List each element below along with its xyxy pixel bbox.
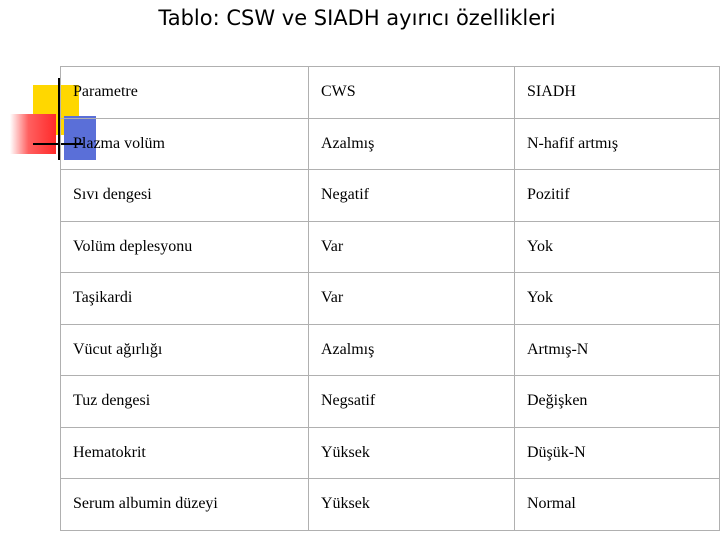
table-cell-siadh: N-hafif artmış	[515, 118, 720, 170]
slide-title: Tablo: CSW ve SIADH ayırıcı özellikleri	[158, 6, 556, 30]
table-row	[61, 221, 720, 273]
table-cell-cws: CWS	[309, 67, 515, 119]
table-cell-parameter: Tuz dengesi	[61, 376, 309, 428]
table-cell-parameter: Vücut ağırlığı	[61, 324, 309, 376]
table-cell-siadh: Düşük-N	[515, 427, 720, 479]
table-cell-siadh: Normal	[515, 479, 720, 531]
table-cell-parameter: Parametre	[61, 67, 309, 119]
table-cell-cws: Azalmış	[309, 324, 515, 376]
table-cell-siadh: Yok	[515, 273, 720, 325]
table-cell-siadh: SIADH	[515, 67, 720, 119]
table-cell-cws: Yüksek	[309, 427, 515, 479]
table-row	[61, 170, 720, 222]
table-cell-cws: Var	[309, 273, 515, 325]
table-cell-parameter: Sıvı dengesi	[61, 170, 309, 222]
table-row	[61, 376, 720, 428]
table-cell-siadh: Artmış-N	[515, 324, 720, 376]
table-cell-cws: Var	[309, 221, 515, 273]
table-row	[61, 118, 720, 170]
table-row	[61, 67, 720, 119]
table-row	[61, 427, 720, 479]
table-cell-parameter: Taşikardi	[61, 273, 309, 325]
table-cell-cws: Negatif	[309, 170, 515, 222]
table-cell-siadh: Pozitif	[515, 170, 720, 222]
table-cell-cws: Azalmış	[309, 118, 515, 170]
table-cell-cws: Yüksek	[309, 479, 515, 531]
table-row	[61, 479, 720, 531]
table-cell-parameter: Volüm deplesyonu	[61, 221, 309, 273]
table-cell-parameter: Serum albumin düzeyi	[61, 479, 309, 531]
table-cell-siadh: Değişken	[515, 376, 720, 428]
table-cell-parameter: Hematokrit	[61, 427, 309, 479]
comparison-table	[60, 66, 720, 531]
decorative-red-block	[10, 114, 56, 154]
table-cell-cws: Negsatif	[309, 376, 515, 428]
table-row	[61, 324, 720, 376]
table-cell-parameter: Plazma volüm	[61, 118, 309, 170]
table-cell-siadh: Yok	[515, 221, 720, 273]
table-row	[61, 273, 720, 325]
